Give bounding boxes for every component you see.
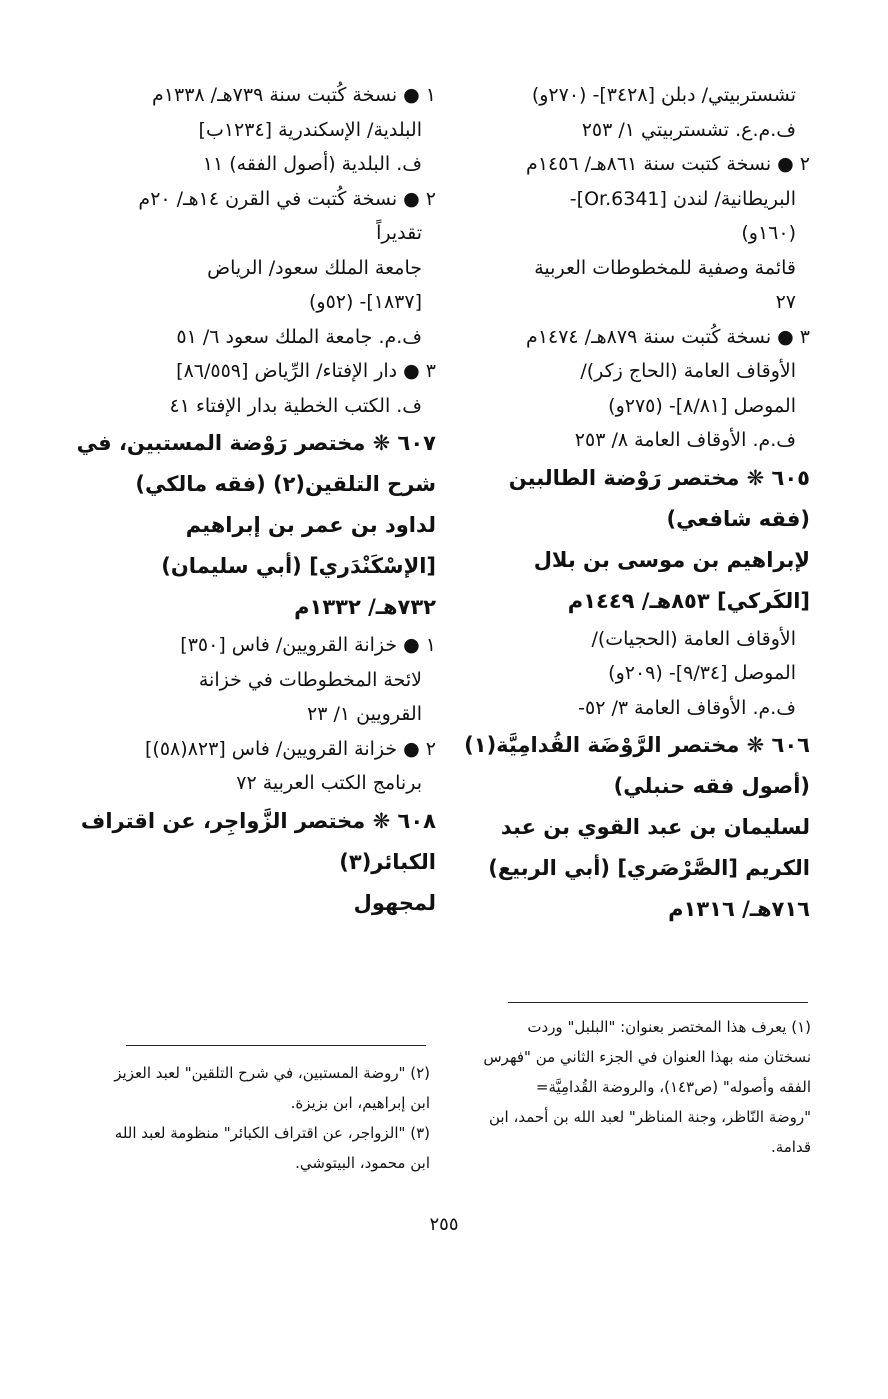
left-text-line: البلدية/ الإسكندرية [١٢٣٤ب] bbox=[198, 118, 422, 141]
right-text-line: ٢٧ bbox=[775, 291, 796, 313]
footnotes-right bbox=[466, 1012, 811, 1162]
right-footnote-line: نسختان منه بهذا العنوان في الجزء الثاني من "فهرس bbox=[483, 1048, 811, 1066]
left-text-line: لائحة المخطوطات في خزانة bbox=[198, 668, 422, 691]
left-text-line: ف. الكتب الخطية بدار الإفتاء ٤١ bbox=[169, 394, 422, 417]
right-footnote-line: الفقه وأصوله" (ص١٤٣)، والروضة القُدامِيَّة= bbox=[535, 1078, 811, 1096]
left-entry-heading-line: [الإسْكَنْدَري] (أبي سليمان) bbox=[161, 554, 436, 578]
right-entry-heading-line: [الكَركي] ٨٥٣هـ/ ١٤٤٩م bbox=[567, 588, 810, 613]
left-text-line: [١٨٣٧]- (٥٢و) bbox=[309, 291, 422, 313]
left-text-line: ف. البلدية (أصول الفقه) ١١ bbox=[202, 153, 422, 175]
right-entry-heading-line: ٦٠٥ ❋ مختصر رَوْضة الطالبين bbox=[508, 465, 810, 490]
left-text-line: ف.م. جامعة الملك سعود ٦/ ٥١ bbox=[176, 325, 422, 348]
left-text-line: ١ ● خزانة القرويين/ فاس [٣٥٠] bbox=[180, 634, 436, 656]
left-entry-heading-line: لمجهول bbox=[353, 890, 436, 915]
right-text-line: البريطانية/ لندن [Or.6341]- bbox=[569, 187, 796, 210]
right-text-line: الموصل [٨/٨١]- (٢٧٥و) bbox=[608, 394, 796, 417]
left-text-line: ١ ● نسخة كُتبت سنة ٧٣٩هـ/ ١٣٣٨م bbox=[152, 84, 436, 106]
footnote-rule-right bbox=[508, 1002, 808, 1003]
left-text-line: ٢ ● نسخة كُتبت في القرن ١٤هـ/ ٢٠م bbox=[138, 187, 436, 210]
right-column bbox=[464, 78, 810, 930]
right-entry-heading-line: (أصول فقه حنبلي) bbox=[613, 774, 810, 798]
right-text-line: ف.م.ع. تشستربيتي ١/ ٢٥٣ bbox=[581, 118, 796, 141]
left-column bbox=[76, 78, 436, 924]
left-text-line: القرويين ١/ ٢٣ bbox=[307, 703, 422, 725]
left-text-line: ٢ ● خزانة القرويين/ فاس [٨٢٣(٥٨)] bbox=[145, 737, 436, 760]
left-text-line: برنامج الكتب العربية ٧٢ bbox=[236, 772, 422, 794]
left-text-line: جامعة الملك سعود/ الرياض bbox=[207, 256, 422, 279]
right-entry-heading-line: لسليمان بن عبد القوي بن عبد bbox=[500, 815, 810, 839]
left-footnote-line: (٣) "الزواجر، عن اقتراف الكبائر" منظومة لعبد الله bbox=[114, 1124, 430, 1142]
right-text-line: (١٦٠و) bbox=[741, 222, 796, 244]
right-entry-heading-line: ٧١٦هـ/ ١٣١٦م bbox=[668, 897, 810, 921]
right-entry-heading-line: الكريم [الصَّرْصَري] (أبي الربيع) bbox=[488, 856, 810, 880]
left-entry-heading-line: شرح التلقين(٢) (فقه مالكي) bbox=[135, 472, 436, 496]
right-text-line: ٢ ● نسخة كتبت سنة ٨٦١هـ/ ١٤٥٦م bbox=[526, 153, 810, 175]
left-entry-heading-line: الكبائر(٣) bbox=[339, 849, 436, 874]
right-text-line: الأوقاف العامة (الحاج زكر)/ bbox=[580, 360, 796, 382]
right-text-line: قائمة وصفية للمخطوطات العربية bbox=[534, 256, 796, 279]
left-text-line: تقديراً bbox=[376, 222, 422, 244]
left-entry-heading-line: لداود بن عمر بن إبراهيم bbox=[185, 513, 436, 537]
right-footnote-line: (١) يعرف هذا المختصر بعنوان: "البلبل" وردت bbox=[527, 1018, 811, 1036]
left-footnote-line: ابن إبراهيم، ابن بزيزة. bbox=[290, 1094, 430, 1112]
right-text-line: ٣ ● نسخة كُتبت سنة ٨٧٩هـ/ ١٤٧٤م bbox=[526, 325, 810, 348]
footnotes-left bbox=[100, 1058, 430, 1178]
left-footnote-line: ابن محمود، البيتوشي. bbox=[295, 1154, 430, 1172]
left-entry-heading-line: ٦٠٧ ❋ مختصر رَوْضة المستبين، في bbox=[76, 431, 436, 455]
right-text-line: ف.م. الأوقاف العامة ٣/ ٥٢- bbox=[578, 696, 796, 719]
right-entry-heading-line: (فقه شافعي) bbox=[666, 506, 810, 531]
footnote-rule-left bbox=[126, 1045, 426, 1046]
left-entry-heading-line: ٦٠٨ ❋ مختصر الزَّواجِر، عن اقتراف bbox=[80, 808, 436, 833]
right-text-line: الأوقاف العامة (الحجيات)/ bbox=[591, 627, 796, 650]
left-footnote-line: (٢) "روضة المستبين، في شرح التلقين" لعبد العزيز bbox=[114, 1064, 430, 1082]
right-entry-heading-line: لإبراهيم بن موسى بن بلال bbox=[533, 547, 810, 572]
right-text-line: الموصل [٩/٣٤]- (٢٠٩و) bbox=[608, 662, 796, 684]
page-number: ٢٥٥ bbox=[429, 1214, 459, 1235]
right-footnote-line: "روضة النّاظر، وجنة المناظر" لعبد الله بن أحمد، ابن bbox=[488, 1108, 811, 1126]
right-entry-heading-line: ٦٠٦ ❋ مختصر الرَّوْضَة القُدامِيَّة(١) bbox=[464, 733, 810, 757]
left-text-line: ٣ ● دار الإفتاء/ الرِّياض [٨٦/٥٥٩] bbox=[176, 360, 436, 382]
right-text-line: تشستربيتي/ دبلن [٣٤٢٨]- (٢٧٠و) bbox=[531, 84, 796, 106]
right-text-line: ف.م. الأوقاف العامة ٨/ ٢٥٣ bbox=[574, 429, 796, 451]
right-footnote-line: قدامة. bbox=[770, 1138, 811, 1156]
left-entry-heading-line: ٧٣٢هـ/ ١٣٣٢م bbox=[294, 595, 436, 619]
